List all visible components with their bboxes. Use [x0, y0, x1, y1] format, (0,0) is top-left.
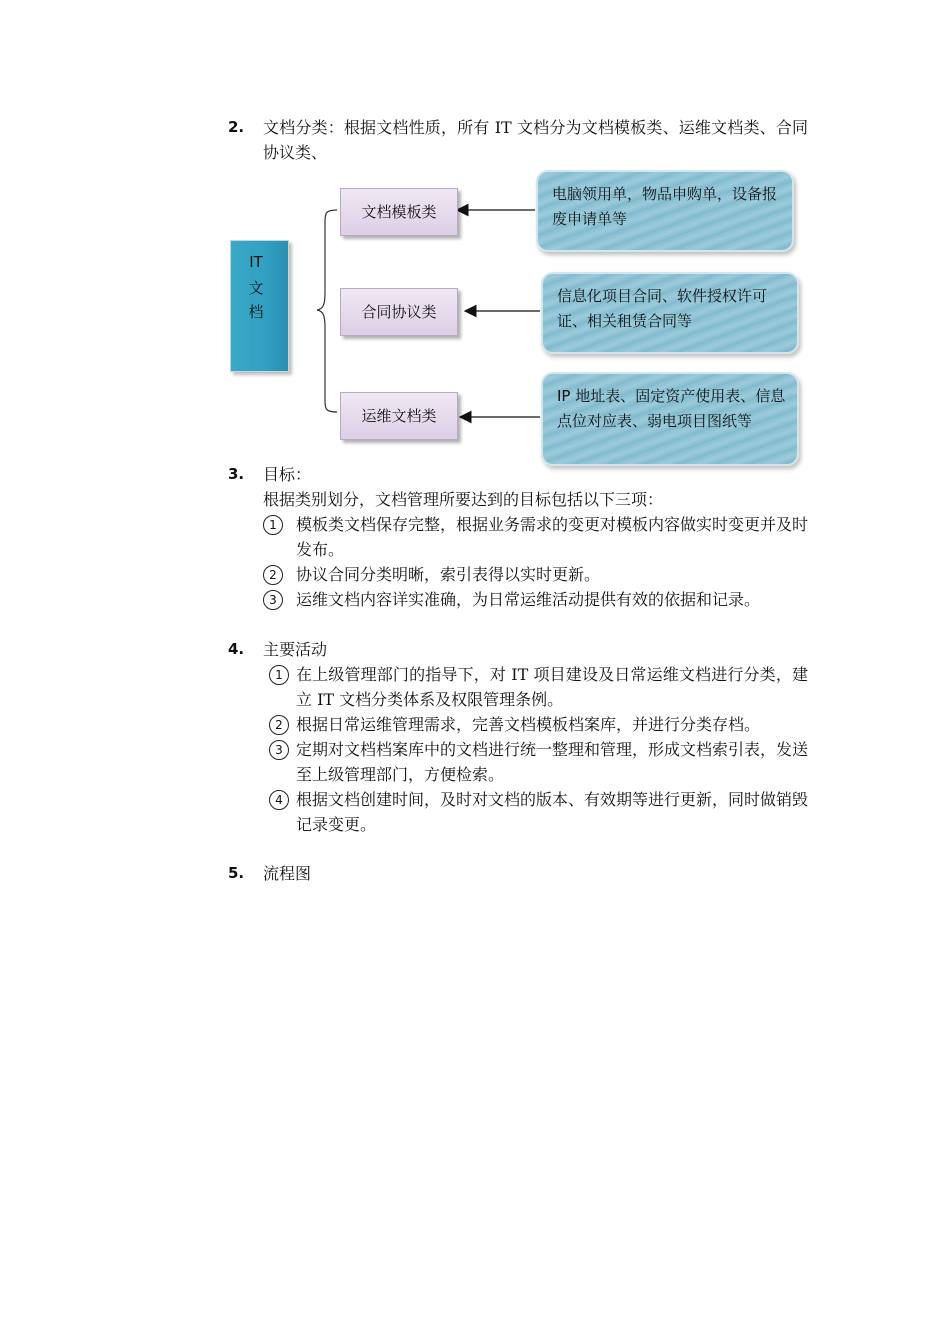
activity-item-4 — [263, 787, 808, 837]
goal-item-1 — [263, 512, 808, 562]
circled-number: 1 — [269, 665, 289, 685]
activity-text: 在上级管理部门的指导下，对 IT 项目建设及日常运维文档进行分类，建立 IT 文档分类体系及权限管理条例。 — [296, 665, 808, 709]
category-template-docs: 文档模板类 — [340, 188, 458, 236]
goal-item-2 — [263, 562, 808, 587]
section-text: 文档分类：根据文档性质，所有 IT 文档分为文档模板类、运维文档类、合同协议类、 — [263, 118, 808, 162]
activity-item-2 — [263, 712, 808, 737]
goal-item-3 — [263, 587, 808, 612]
section-number: 3. — [228, 465, 245, 483]
section-number: 2. — [228, 118, 245, 136]
activity-item-3 — [263, 737, 808, 787]
section-4 — [228, 637, 808, 837]
activity-text: 根据日常运维管理需求，完善文档模板档案库，并进行分类存档。 — [296, 715, 761, 734]
section-2 — [228, 115, 808, 165]
goal-text: 模板类文档保存完整，根据业务需求的变更对模板内容做实时变更并及时发布。 — [296, 515, 809, 559]
root-label-line-1: IT — [249, 253, 263, 271]
goal-text: 协议合同分类明晰，索引表得以实时更新。 — [296, 565, 601, 584]
activity-text: 根据文档创建时间，及时对文档的版本、有效期等进行更新，同时做销毁记录变更。 — [296, 790, 809, 834]
circled-number: 1 — [263, 515, 283, 535]
circled-number: 2 — [263, 565, 283, 585]
activity-text: 定期对文档档案库中的文档进行统一整理和管理，形成文档索引表，发送至上级管理部门，方便检索。 — [296, 740, 809, 784]
section-title: 主要活动 — [263, 640, 328, 659]
section-title: 流程图 — [263, 864, 312, 883]
circled-number: 4 — [269, 790, 289, 810]
example-bubble-template: 电脑领用单，物品申购单，设备报废申请单等 — [536, 170, 794, 252]
section-title: 目标： — [263, 465, 312, 484]
example-bubble-ops: IP 地址表、固定资产使用表、信息点位对应表、弱电项目图纸等 — [541, 372, 799, 466]
section-number: 5. — [228, 864, 245, 882]
circled-number: 3 — [269, 740, 289, 760]
section-5 — [228, 861, 808, 886]
section-3 — [228, 462, 808, 612]
circled-number: 3 — [263, 590, 283, 610]
brace — [317, 210, 337, 412]
circled-number: 2 — [269, 715, 289, 735]
root-label-line-3: 档 — [248, 303, 264, 321]
section-intro: 根据类别划分，文档管理所要达到的目标包括以下三项： — [263, 490, 664, 509]
category-ops-docs: 运维文档类 — [340, 392, 458, 440]
section-number: 4. — [228, 640, 245, 658]
root-label-line-2: 文 — [248, 279, 264, 297]
goal-text: 运维文档内容详实准确，为日常运维活动提供有效的依据和记录。 — [296, 590, 761, 609]
activity-item-1 — [263, 662, 808, 712]
example-bubble-contract: 信息化项目合同、软件授权许可证、相关租赁合同等 — [541, 272, 799, 354]
root-node-it-docs — [230, 240, 289, 372]
classification-diagram — [225, 165, 815, 475]
category-contract-docs: 合同协议类 — [340, 288, 458, 336]
